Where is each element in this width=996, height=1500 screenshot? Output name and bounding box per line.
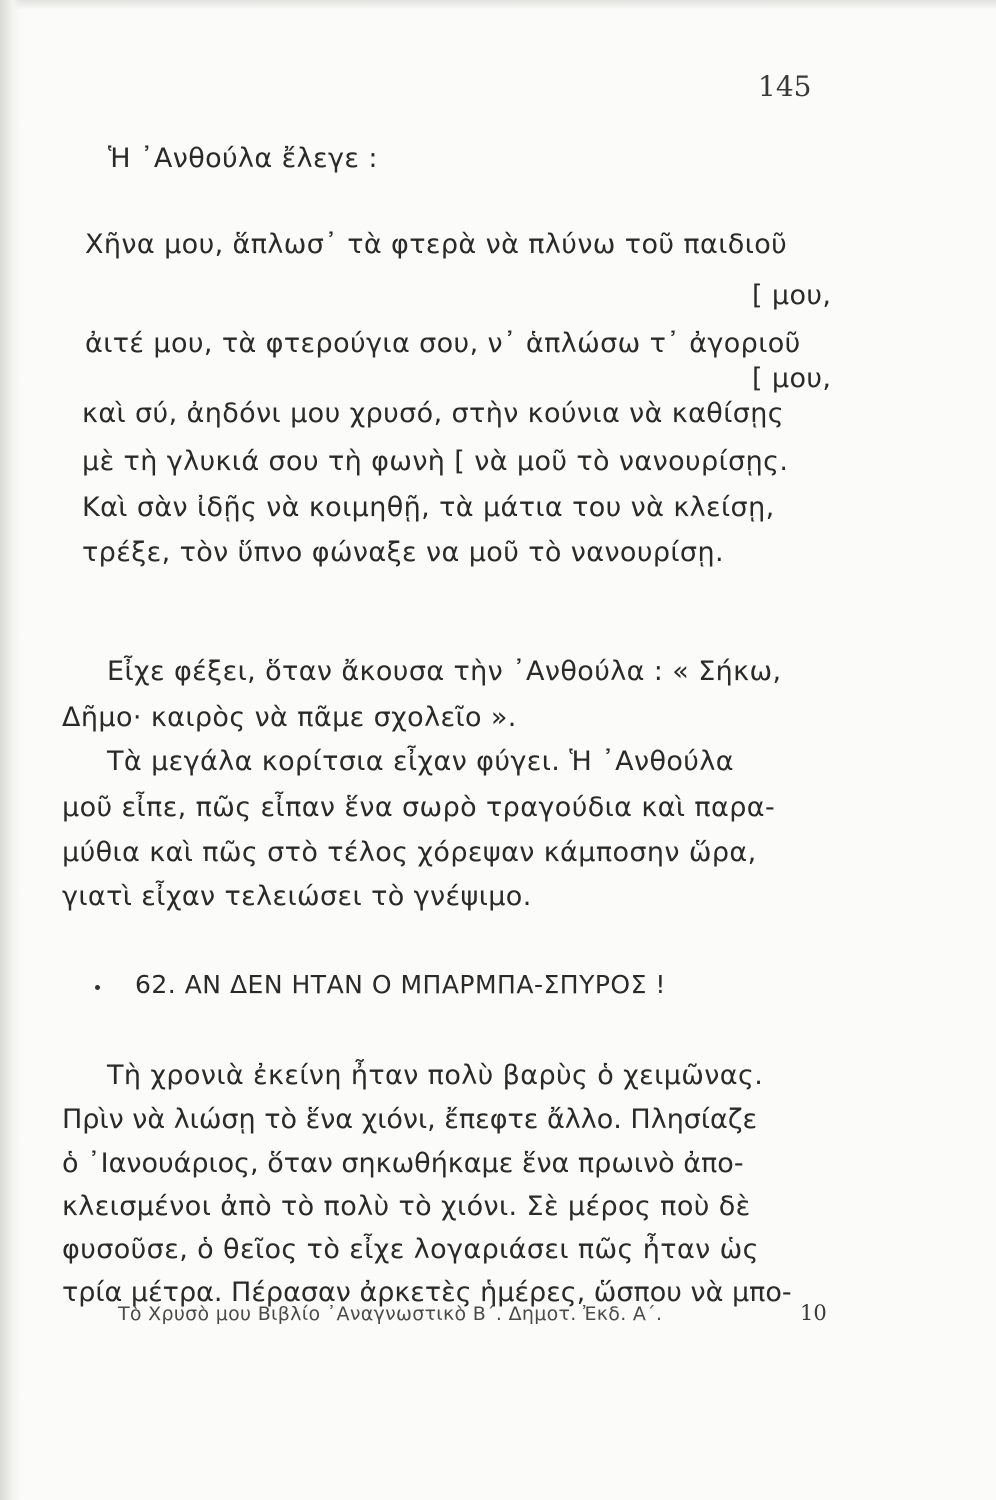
- poem-line-3: ἀιτέ μου, τὰ φτερούγια σου, ν᾽ ἁπλώσω τ᾽ ἀγοριοῦ: [85, 328, 801, 359]
- paragraph-1-line-1: Εἶχε φέξει, ὅταν ἄκουσα τὴν ᾿Ανθούλα : « Σήκω,: [107, 656, 782, 687]
- section-heading: 62. ΑΝ ΔΕΝ ΗΤΑΝ Ο ΜΠΑΡΜΠΑ-ΣΠΥΡΟΣ !: [135, 970, 666, 999]
- page-number: 145: [758, 70, 812, 103]
- page-top-shadow: [0, 0, 996, 10]
- poem-line-4: [ μου,: [752, 363, 832, 394]
- paragraph-2-line-2: Πρὶν νὰ λιώσῃ τὸ ἕνα χιόνι, ἔπεφτε ἄλλο. Πλησίαζε: [62, 1104, 758, 1135]
- footer-imprint: Τὸ Χρυσὸ μου Βιβλίο ᾿Αναγνωστικὸ Β΄. Δημοτ. Ἐκδ. Α΄.: [118, 1303, 663, 1325]
- stray-dot: [95, 985, 100, 990]
- poem-line-7: Καὶ σὰν ἰδῇς νὰ κοιμηθῇ, τὰ μάτια του νὰ κλείσῃ,: [82, 492, 775, 523]
- page-left-shadow: [0, 0, 22, 1500]
- footer-sheet-number: 10: [800, 1301, 827, 1325]
- intro-line: Ἡ ᾿Ανθούλα ἔλεγε :: [108, 143, 378, 174]
- poem-line-1: Χῆνα μου, ἅπλωσ᾽ τὰ φτερὰ νὰ πλύνω τοῦ παιδιοῦ: [85, 229, 788, 260]
- poem-line-6: μὲ τὴ γλυκιά σου τὴ φωνὴ [ νὰ μοῦ τὸ νανουρίσῃς.: [82, 446, 789, 477]
- poem-line-8: τρέξε, τὸν ὕπνο φώναξε να μοῦ τὸ νανουρίσῃ.: [82, 537, 724, 568]
- paragraph-1-line-6: γιατὶ εἶχαν τελειώσει τὸ γνέψιμο.: [62, 881, 532, 912]
- poem-line-5: καὶ σύ, ἀηδόνι μου χρυσό, στὴν κούνια νὰ καθίσῃς: [82, 398, 785, 429]
- paragraph-1-line-4: μοῦ εἶπε, πῶς εἶπαν ἕνα σωρὸ τραγούδια καὶ παρα-: [62, 792, 776, 823]
- paragraph-2-line-6: τρία μέτρα. Πέρασαν ἀρκετὲς ἡμέρες, ὥσπου νὰ μπο-: [62, 1277, 792, 1308]
- paragraph-1-line-3: Τὰ μεγάλα κορίτσια εἶχαν φύγει. Ἡ ᾿Ανθούλα: [107, 746, 734, 777]
- paragraph-2-line-4: κλεισμένοι ἀπὸ τὸ πολὺ τὸ χιόνι. Σὲ μέρος ποὺ δὲ: [62, 1191, 751, 1222]
- paragraph-2-line-3: ὁ ᾿Ιανουάριος, ὅταν σηκωθήκαμε ἕνα πρωινὸ ἀπο-: [62, 1148, 744, 1179]
- paragraph-2-line-1: Τὴ χρονιὰ ἐκείνη ἦταν πολὺ βαρὺς ὁ χειμῶνας.: [107, 1060, 764, 1091]
- paragraph-1-line-5: μύθια καὶ πῶς στὸ τέλος χόρεψαν κάμποσην ὥρα,: [62, 837, 757, 868]
- paragraph-1-line-2: Δῆμο· καιρὸς νὰ πᾶμε σχολεῖο ».: [62, 702, 517, 733]
- poem-line-2: [ μου,: [752, 280, 832, 311]
- paragraph-2-line-5: φυσοῦσε, ὁ θεῖος τὸ εἶχε λογαριάσει πῶς ἦταν ὡς: [62, 1234, 759, 1265]
